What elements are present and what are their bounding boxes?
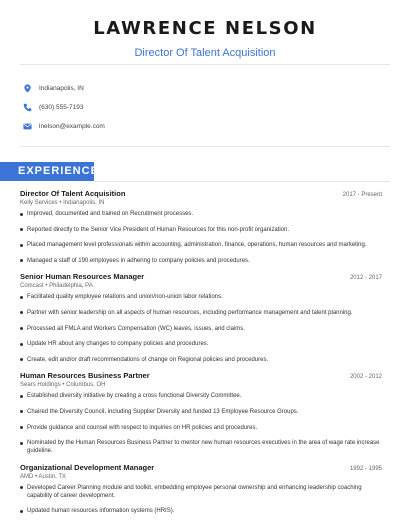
bullet-text: Established diversity initiative by creating a cross functional Diversity Committee. [27, 393, 242, 400]
job-title: Director Of Talent Acquisition [20, 189, 126, 198]
bullet-icon [20, 343, 23, 346]
bullet-text: Nominated by the Human Resources Business Partner to mentor new human resources executives in the area of wage rate increase guideline. [27, 440, 380, 455]
bullet-icon [20, 442, 23, 445]
bullet-icon [20, 296, 23, 299]
contact-location-text: Indianapolis, IN [39, 84, 84, 92]
list-item [20, 293, 382, 301]
job-dates: 2012 - 2017 [349, 275, 382, 282]
bullet-text: Placed management level professionals within accounting, administration, finance, operations, human resources and marketing. [27, 242, 367, 249]
bullet-icon [20, 395, 23, 398]
job-bullets [20, 210, 382, 265]
bullet-text: Updated human resources information systems (HRIS). [27, 508, 175, 515]
job-dates: 2017 - Present [342, 192, 382, 198]
mail-icon [22, 121, 32, 131]
contact-list [22, 82, 105, 139]
bullet-icon [20, 244, 23, 247]
list-item [20, 408, 382, 416]
list-item [20, 226, 382, 234]
divider [20, 64, 390, 65]
job-bullets [20, 392, 382, 455]
job-title: Organizational Development Manager [20, 462, 155, 472]
phone-icon [22, 102, 32, 112]
section-heading-experience: EXPERIENCE [18, 165, 99, 177]
job-bullets [20, 484, 382, 516]
job-title: Human Resources Business Partner [20, 371, 150, 381]
list-item [20, 257, 382, 265]
list-item [20, 424, 382, 432]
contact-email [22, 120, 105, 132]
bullet-icon [20, 486, 23, 489]
job-dates: 2002 - 2012 [349, 374, 382, 381]
bullet-text: Facilitated quality employee relations and union/non-union labor relations. [27, 294, 223, 301]
bullet-text: Reported directly to the Senior Vice President of Human Resources for this non-profit organization. [27, 226, 290, 233]
job-entry [20, 189, 382, 265]
list-item [20, 356, 382, 364]
list-item [20, 392, 382, 400]
bullet-icon [20, 259, 23, 262]
job-employer: Comcast • Philadelphia, PA [20, 283, 93, 290]
divider [94, 181, 390, 182]
bullet-text: Update HR about any changes to company policies and procedures. [27, 341, 209, 348]
bullet-text: Processed all FMLA and Workers Compensation (WC) leaves, issues, and claims. [27, 325, 245, 332]
job-employer: Sears Holdings • Columbus, OH [20, 382, 106, 389]
list-item [20, 439, 382, 455]
job-employer: Kelly Services • Indianapolis, IN [20, 200, 105, 206]
bullet-icon [20, 426, 23, 429]
job-title: Senior Human Resources Manager [20, 272, 145, 282]
bullet-text: Create, edit and/or draft recommendations of change on Regional policies and procedures. [27, 356, 269, 363]
bullet-icon [20, 358, 23, 361]
list-item [20, 507, 382, 515]
job-bullets [20, 293, 382, 363]
bullet-text: Managed a staff of 190 employees in adhering to company policies and procedures. [27, 257, 250, 264]
job-dates: 1992 - 1995 [349, 465, 382, 472]
bullet-icon [20, 311, 23, 314]
experience-list [20, 189, 382, 523]
resume-header [0, 18, 410, 60]
contact-phone [22, 101, 105, 113]
bullet-icon [20, 213, 23, 216]
bullet-text: Provide guidance and counsel with respect to inquiries on HR policies and procedures. [27, 424, 258, 431]
job-employer: AMD • Austin, TX [20, 473, 67, 480]
job-entry [20, 371, 382, 455]
list-item [20, 340, 382, 348]
bullet-icon [20, 228, 23, 231]
bullet-text: Developed Career Planning module and toolkit, embedding employee personal ownership and enhancing leadership coaching capability of career development. [27, 484, 362, 499]
bullet-text: Chaired the Diversity Council, including Supplier Diversity and funded 13 Employee Resource Groups. [27, 408, 299, 415]
bullet-icon [20, 510, 23, 513]
candidate-name: LAWRENCE NELSON [93, 18, 317, 39]
contact-phone-text: (630) 555-7193 [39, 103, 84, 111]
list-item [20, 325, 382, 333]
list-item [20, 210, 382, 218]
job-entry [20, 463, 382, 516]
list-item [20, 241, 382, 249]
divider [20, 146, 390, 147]
contact-location [22, 82, 105, 94]
job-entry [20, 272, 382, 363]
bullet-text: Partner with senior leadership on all aspects of human resources, including performance management and talent planning. [27, 309, 353, 316]
list-item [20, 309, 382, 317]
contact-email-text: lnelson@example.com [39, 122, 105, 130]
candidate-title: Director Of Talent Acquisition [134, 47, 276, 59]
list-item [20, 484, 382, 500]
bullet-icon [20, 410, 23, 413]
location-pin-icon [22, 83, 32, 93]
bullet-text: Improved, documented and trained on Recruitment processes. [27, 211, 194, 217]
bullet-icon [20, 327, 23, 330]
